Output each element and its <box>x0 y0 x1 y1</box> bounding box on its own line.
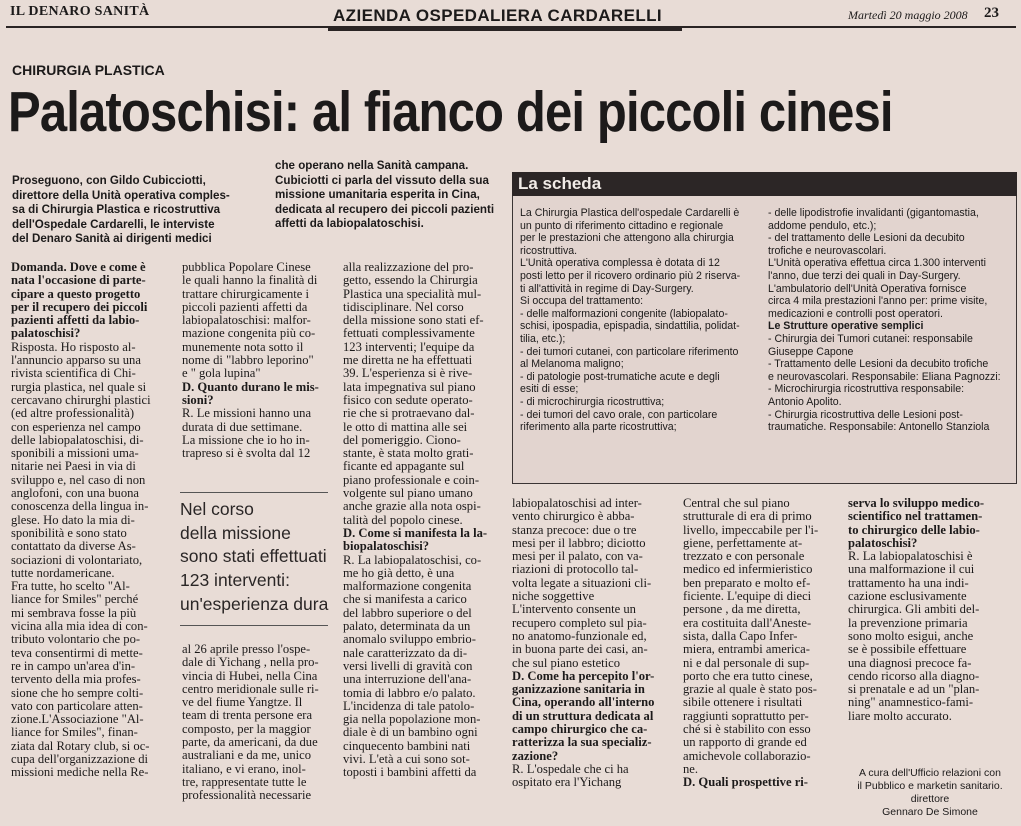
text-line: - dei tumori del cavo orale, con particolare <box>520 408 718 421</box>
text-line: Le Strutture operative semplici <box>768 320 924 333</box>
text-line: cendo ricorso alla diagno- <box>848 668 980 683</box>
text-line: - di microchirurgia ricostruttiva; <box>520 395 665 408</box>
text-line: sviluppo e, nel caso di non <box>11 472 146 487</box>
info-box-column-right <box>768 207 1013 434</box>
text-line: volgente sul piano umano <box>343 486 473 501</box>
text-line: ben preparato e molto ef- <box>683 575 811 590</box>
article-credit <box>842 767 1018 819</box>
text-line: stante, è stata molto grati- <box>343 446 474 461</box>
pull-quote <box>180 498 330 617</box>
text-line: re in campo un'area d'in- <box>11 658 136 673</box>
text-line: cinquecento bambini nati <box>343 738 471 753</box>
text-line: della missione sono stati ef- <box>343 313 484 328</box>
text-line: ve del fiume Yangtze. Il <box>182 695 303 710</box>
text-line: contattato da diverse As- <box>11 539 136 554</box>
text-line: australiani e da me, unico <box>182 748 312 763</box>
text-line: sono molto esigui, anche <box>848 628 974 643</box>
text-line: sponibili a missioni uma- <box>11 446 139 461</box>
text-line: missione umanitaria esperita in Cina, <box>275 188 480 201</box>
text-line: stanza precoce: due o tre <box>512 522 637 537</box>
text-line: A cura dell'Ufficio relazioni con <box>859 767 1001 779</box>
text-line: versi livelli di gravità con <box>343 658 473 673</box>
text-line: posti letto per il ricovero ordinario più 2 riserva- <box>520 269 741 282</box>
text-line: mesi per il labbro; diciotto <box>512 535 646 550</box>
text-line: strutturale di era di primo <box>683 509 812 524</box>
text-line: sponibilità e sono stato <box>11 525 127 540</box>
text-line: giene, perfettamente at- <box>683 535 803 550</box>
text-line: persone , da me diretta, <box>683 602 801 617</box>
text-line: niche soggettive <box>512 589 595 604</box>
text-line: me diretta ne ha effettuati <box>343 353 473 368</box>
text-line: recupero completo sul pia- <box>512 615 647 630</box>
text-line: riazioni di protocollo tal- <box>512 562 639 577</box>
text-line: una interruzione dell'ana- <box>343 672 472 687</box>
text-line: - delle malformazioni congenite (labiopalato- <box>520 307 728 320</box>
text-line: nome di "labbro leporino" <box>182 353 314 368</box>
text-line: missioni mediche nella Re- <box>11 765 149 780</box>
text-line: Central che sul piano <box>683 496 790 510</box>
text-line: tidisciplinare. Nel corso <box>343 299 464 314</box>
text-line: ficiente. L'equipe di dieci <box>683 589 812 604</box>
text-line: nata l'occasione di parte- <box>11 273 146 288</box>
text-line: liance for Smiles" perché <box>11 592 139 607</box>
text-line: - di patologie post-trumatiche acute e degli <box>520 370 720 383</box>
text-line: 123 interventi: <box>180 570 290 591</box>
text-line: getto, essendo la Chirurgia <box>343 273 478 288</box>
hospital-name: AZIENDA OSPEDALIERA CARDARELLI <box>333 6 663 25</box>
text-line: trezzato e con personale <box>683 549 805 564</box>
text-line: ricostruttiva. <box>520 244 578 257</box>
text-line: professionalità necessarie <box>182 788 312 803</box>
text-line: trattamento ha una indi- <box>848 575 969 590</box>
text-line: lata impegnativa sul piano <box>343 379 476 394</box>
text-line: chirurgica. Gli ambiti del- <box>848 602 980 617</box>
text-line: vicina alla mia idea di con- <box>11 619 148 634</box>
text-line: per le prestazioni che attengono alla chirurgia <box>520 232 734 245</box>
pull-quote-rule-bottom <box>180 625 328 626</box>
text-line: un punto di riferimento cittadino e regionale <box>520 219 724 232</box>
text-line: composto, per la maggior <box>182 721 311 736</box>
text-line: miera, entrambi america- <box>683 642 810 657</box>
text-line: rurgia plastica, nel quale si <box>11 379 147 394</box>
text-line: gia nella popolazione mon- <box>343 712 481 727</box>
text-line: - Trattamento delle Lesioni da decubito trofiche <box>768 358 989 371</box>
text-line: mi sembrava fosse la più <box>11 605 137 620</box>
article-column-6 <box>848 497 1014 723</box>
text-line: tervento della mia profes- <box>11 672 141 687</box>
text-line: Giuseppe Capone <box>768 345 854 358</box>
text-line: le quali hanno la finalità di <box>182 273 318 288</box>
article-column-1 <box>11 261 175 780</box>
text-line: piccoli pazienti affetti da <box>182 299 308 314</box>
text-line: del labbro superiore o del <box>343 605 472 620</box>
text-line: sista, dalla Capo Infer- <box>683 628 798 643</box>
info-box-heading: La scheda <box>512 172 1017 196</box>
text-line: livello, impeccabile per l'i- <box>683 522 819 537</box>
text-line: R. L'ospedale che ci ha <box>512 761 629 776</box>
text-line: fettuati complessivamente <box>343 326 475 341</box>
text-line: sociazioni di volontariato, <box>11 552 143 567</box>
text-line: anglofoni, con una buona <box>11 486 140 501</box>
text-line: medico ed infermieristico <box>683 562 813 577</box>
text-line: medicazioni e controlli post operatori. <box>768 307 943 320</box>
text-line: Proseguono, con Gildo Cubicciotti, <box>12 174 206 187</box>
text-line: al Melanoma maligno; <box>520 358 624 371</box>
text-line: Risposta. Ho risposto al- <box>11 339 136 354</box>
text-line: labiopalatoschisi: malfor- <box>182 313 311 328</box>
text-line: Nel corso <box>180 499 254 519</box>
text-line: delle labiopalatoschisi, di- <box>11 432 144 447</box>
text-line: un'esperienza dura <box>180 593 329 614</box>
text-line: D. Come ha percepito l'or- <box>512 668 655 683</box>
text-line: italiano, e vi erano, inol- <box>182 761 306 776</box>
text-line: traumatiche. Responsabile: Antonello Stanziola <box>768 421 990 434</box>
text-line: serva lo sviluppo medico- <box>848 496 985 510</box>
text-line: R. La labiopalatoschisi è <box>848 549 973 564</box>
header-center-rule <box>328 28 682 31</box>
text-line: ficante ed appagante sul <box>343 459 465 474</box>
text-line: tilia, etc.); <box>520 332 566 345</box>
text-line: scientifico nel trattamen- <box>848 509 983 524</box>
text-line: addome pendulo, etc.); <box>768 219 877 232</box>
text-line: - delle lipodistrofie invalidanti (gigantomastia, <box>768 207 979 219</box>
text-line: trapreso si è svolta dal 12 <box>182 446 311 461</box>
text-line: volta legate a situazioni cli- <box>512 575 652 590</box>
text-line: talità del popolo cinese. <box>343 512 463 527</box>
text-line: parte, da americani, da due <box>182 735 318 750</box>
text-line: cupa dell'organizzazione di <box>11 751 149 766</box>
text-line: biopalatoschisi? <box>343 539 430 554</box>
section-label: CHIRURGIA PLASTICA <box>12 62 165 78</box>
text-line: al 26 aprile presso l'ospe- <box>182 642 311 656</box>
text-line: durata di due settimane. <box>182 419 303 434</box>
text-line: L'intervento consente un <box>512 602 636 617</box>
text-line: - Microchirurgia ricostruttiva responsabile: <box>768 383 965 396</box>
text-line: La Chirurgia Plastica dell'ospedale Cardarelli è <box>520 207 740 219</box>
text-line: labiopalatoschisi ad inter- <box>512 496 642 510</box>
text-line: cercavano chirurghi plastici <box>11 392 151 407</box>
text-line: D. Come si manifesta la la- <box>343 525 488 540</box>
text-line: Gennaro De Simone <box>882 806 978 818</box>
text-line: 123 interventi; l'equipe da <box>343 339 475 354</box>
text-line: le otto di mattina alle sei <box>343 419 468 434</box>
text-line: la prevenzione primaria <box>848 615 968 630</box>
text-line: tomia di labbro e/o palato. <box>343 685 476 700</box>
text-line: raggiunti soprattutto per- <box>683 708 809 723</box>
text-line: L'ambulatorio dell'Unità Operativa fornisce <box>768 282 967 295</box>
article-column-4 <box>512 497 674 790</box>
issue-date: Martedì 20 maggio 2008 <box>848 8 968 22</box>
text-line: si prenatale e ad un "plan- <box>848 682 980 697</box>
text-line: Domanda. Dove e come è <box>11 260 146 274</box>
text-line: del pomeriggio. Ciono- <box>343 432 461 447</box>
text-line: trattare chirurgicamente i <box>182 286 310 301</box>
text-line: zione.L'Associazione "Al- <box>11 712 144 727</box>
text-line: l'annuncio apparso su una <box>11 353 141 368</box>
text-line: L'Unità operativa effettua circa 1.300 interventi <box>768 257 986 270</box>
text-line: sono stati effettuati <box>180 546 327 567</box>
text-line: fisico con sedute operato- <box>343 392 473 407</box>
text-line: sione che ho sempre colti- <box>11 685 144 700</box>
text-line: e neurovascolari. Responsabile: Eliana Pagnozzi: <box>768 370 1001 383</box>
text-line: ospitato era l'Yichang <box>512 775 622 790</box>
article-title: Palatoschisi: al fianco dei piccoli cinesi <box>8 80 893 144</box>
text-line: grazie al quale è stato pos- <box>683 682 817 697</box>
text-line: ché si è stabilito con esso <box>683 722 811 737</box>
text-line: palato, determinata da un <box>343 619 471 634</box>
text-line: alla realizzazione del pro- <box>343 260 474 274</box>
text-line: per il recupero dei piccoli <box>11 299 148 314</box>
page-number: 23 <box>984 5 999 21</box>
text-line: L'Unità operativa complessa è dotata di 12 <box>520 257 720 270</box>
article-column-5 <box>683 497 843 790</box>
text-line: teva consentirmi di mette- <box>11 645 143 660</box>
text-line: che sul piano estetico <box>512 655 621 670</box>
text-line: campo chirurgico che ca- <box>512 722 648 737</box>
text-line: anche grazie alla nota ospi- <box>343 499 481 514</box>
text-line: esiti di esse; <box>520 383 579 396</box>
text-line: diale è di un bambino ogni <box>343 725 478 740</box>
text-line: La missione che io ho in- <box>182 432 310 447</box>
text-line: team di trenta persone era <box>182 708 313 723</box>
text-line: sibile ottenere i risultati <box>683 695 803 710</box>
text-line: cazione esclusivamente <box>848 589 967 604</box>
text-line: amichevole collaborazio- <box>683 748 811 763</box>
info-box-column-left <box>520 207 765 434</box>
text-line: ne. <box>683 761 699 776</box>
text-line: il Pubblico e marketin sanitario. <box>857 780 1003 792</box>
text-line: rivista scientifica di Chi- <box>11 366 136 381</box>
text-line: centro meridionale sulle ri- <box>182 681 319 696</box>
text-line: ziata dal Rotary club, si oc- <box>11 738 150 753</box>
text-line: - del trattamento delle Lesioni da decubito <box>768 232 965 245</box>
text-line: circa 4 mila prestazioni l'anno per: prime visite, <box>768 295 988 308</box>
article-column-3 <box>343 261 503 780</box>
newspaper-name: IL DENARO SANITÀ <box>10 4 150 19</box>
text-line: era costituita dall'Aneste- <box>683 615 812 630</box>
text-line: direttore della Unità operativa comples- <box>12 188 230 202</box>
text-line: affetti da labiopalatoschisi. <box>275 217 424 230</box>
text-line: mesi per il palato, con va- <box>512 549 643 564</box>
text-line: mazione congenita più co- <box>182 326 316 341</box>
text-line: (ed altre professionalità) <box>11 406 135 421</box>
text-line: una diagnosi precoce fa- <box>848 655 972 670</box>
text-line: palatoschisi? <box>11 326 81 341</box>
text-line: to chirurgico delle labio- <box>848 522 980 537</box>
text-line: ratterizza la sua specializ- <box>512 735 652 750</box>
text-line: liance for Smiles", finan- <box>11 725 138 740</box>
text-line: vivi. L'età a cui sono sot- <box>343 751 470 766</box>
text-line: ti all'attività in regime di Day-Surgery. <box>520 282 694 295</box>
text-line: della missione <box>180 522 291 543</box>
text-line: anomalo sviluppo embrio- <box>343 632 476 647</box>
text-line: no anatomo-funzionale ed, <box>512 628 647 643</box>
text-line: un rapporto di grande ed <box>683 735 807 750</box>
text-line: dale di Yichang , nella pro- <box>182 655 319 670</box>
text-line: direttore <box>910 793 950 805</box>
text-line: cipare a questo progetto <box>11 286 141 301</box>
text-line: Antonio Apolito. <box>768 395 842 408</box>
text-line: Si occupa del trattamento: <box>520 295 644 308</box>
text-line: schisi, ipospadia, epispadia, sindattilia, polidat- <box>520 320 740 333</box>
text-line: sa di Chirurgia Plastica e ricostruttiva <box>12 203 221 216</box>
text-line: tutte nordamericane. <box>11 565 115 580</box>
text-line: dell'Ospedale Cardarelli, le interviste <box>12 217 215 231</box>
text-line: R. La labiopalatoschisi, co- <box>343 552 482 567</box>
text-line: che si manifesta a carico <box>343 592 467 607</box>
text-line: trofiche e neurovascolari. <box>768 244 887 257</box>
text-line: glese. Ho dato la mia di- <box>11 512 135 527</box>
text-line: - dei tumori cutanei, con particolare riferimento <box>520 345 739 358</box>
text-line: conoscenza della lingua in- <box>11 499 149 514</box>
text-line: riferimento alla parte ricostruttiva; <box>520 421 677 434</box>
text-line: ni e dal personale di sup- <box>683 655 810 670</box>
text-line: munemente nota sotto il <box>182 339 304 354</box>
text-line: nale caratterizzato da di- <box>343 645 468 660</box>
text-line: pazienti affetti da labio- <box>11 313 140 328</box>
text-line: - Chirurgia dei Tumori cutanei: responsabile <box>768 332 973 345</box>
text-line: D. Quali prospettive ri- <box>683 775 808 790</box>
text-line: malformazione congenita <box>343 579 472 594</box>
text-line: l'anno, due terzi dei quali in Day-Surgery. <box>768 269 961 282</box>
text-line: zazione? <box>512 748 559 763</box>
text-line: L'incidenza di tale patolo- <box>343 698 475 713</box>
text-line: D. Quanto durano le mis- <box>182 379 319 394</box>
text-line: una malformazione il cui <box>848 562 975 577</box>
text-line: ganizzazione sanitaria in <box>512 682 645 697</box>
text-line: dedicata al recupero dei piccoli pazienti <box>275 202 495 216</box>
text-line: del Denaro Sanità ai dirigenti medici <box>12 232 212 245</box>
text-line: Fra tutte, ho scelto "Al- <box>11 579 130 594</box>
text-line: vato con particolare atten- <box>11 698 143 713</box>
text-line: pubblica Popolare Cinese <box>182 260 311 274</box>
text-line: porto che era tutto cinese, <box>683 668 813 683</box>
text-line: di un struttura dedicata al <box>512 708 654 723</box>
text-line: toposti i bambini affetti da <box>343 765 477 780</box>
text-line: 39. L'esperienza si è rive- <box>343 366 473 381</box>
text-line: Plastica una specialità mul- <box>343 286 482 301</box>
text-line: palatoschisi? <box>848 535 918 550</box>
pull-quote-rule-top <box>180 492 328 493</box>
text-line: nitarie nei Paesi in via di <box>11 459 136 474</box>
article-column-2-top <box>182 261 334 460</box>
text-line: me ho già detto, è una <box>343 565 455 580</box>
article-lead-left <box>12 174 262 247</box>
text-line: piano professionale e coin- <box>343 472 480 487</box>
text-line: tributo volontario che po- <box>11 632 141 647</box>
text-line: se è possibile effettuare <box>848 642 967 657</box>
text-line: tre, rappresentate tutte le <box>182 774 307 789</box>
text-line: con esperienza nel campo <box>11 419 141 434</box>
text-line: ning" anamnestico-fami- <box>848 695 974 710</box>
text-line: Cina, operando all'interno <box>512 695 655 710</box>
text-line: Cubiciotti ci parla del vissuto della sua <box>275 173 489 187</box>
article-column-2-bottom <box>182 643 334 803</box>
article-lead-right <box>275 159 507 232</box>
text-line: e " gola lupina" <box>182 366 261 381</box>
text-line: - Chirurgia ricostruttiva delle Lesioni post- <box>768 408 963 421</box>
text-line: in buona parte dei casi, an- <box>512 642 648 657</box>
text-line: vento chirurgico è abba- <box>512 509 635 524</box>
text-line: rie che si protraevano dal- <box>343 406 475 421</box>
text-line: R. Le missioni hanno una <box>182 406 312 421</box>
text-line: che operano nella Sanità campana. <box>275 159 469 172</box>
text-line: liare molto accurato. <box>848 708 952 723</box>
text-line: vincia di Hubei, nella Cina <box>182 668 318 683</box>
text-line: sioni? <box>182 392 214 407</box>
